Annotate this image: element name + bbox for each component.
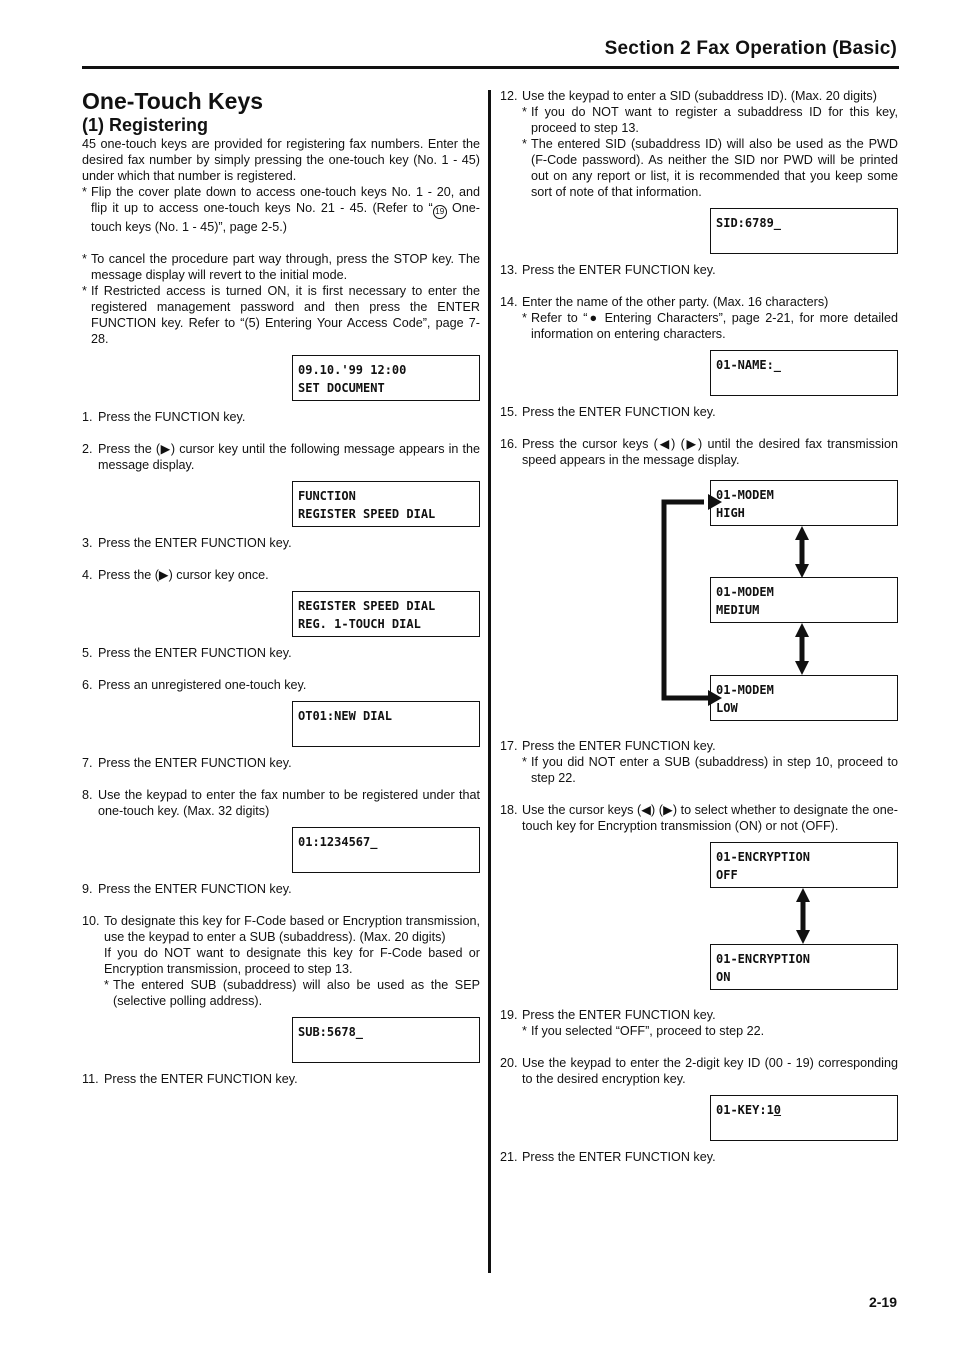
note-cancel: * To cancel the procedure part way through, press the STOP key. The message display will revert to the initial mode. [82, 252, 480, 282]
step-3: 3. Press the ENTER FUNCTION key. [82, 536, 292, 550]
note-restricted-access: * If Restricted access is turned ON, it is first necessary to enter the registered management password and then press the ENTER FUNCTION key. Refer to “(5) Entering Your Access Code”, page 7-28. [82, 284, 480, 346]
step-14-note: * Refer to “● Entering Characters”, page 2-21, for more detailed information on entering characters. [522, 311, 898, 341]
step-12: 12. Use the keypad to enter a SID (subaddress ID). (Max. 20 digits) [500, 89, 877, 103]
step-4: 4. Press the (▶) cursor key once. [82, 568, 269, 582]
step-6: 6. Press an unregistered one-touch key. [82, 678, 307, 692]
step-21: 21. Press the ENTER FUNCTION key. [500, 1150, 716, 1164]
step-12-note-1: * If you do NOT want to register a subaddress ID for this key, proceed to step 13. [522, 105, 898, 135]
note-cover-plate: * Flip the cover plate down to access one-touch keys No. 1 - 20, and flip it up to access one-touch keys No. 21 - 45. (Refer to “ 19 One-touch keys (No. 1 - 45)”, page 2-5.) [82, 185, 481, 234]
lcd-display-sub: SUB:5678_ [292, 1017, 480, 1063]
step-1: 1. Press the FUNCTION key. [82, 410, 246, 424]
step-10: 10. To designate this key for F-Code based or Encryption transmission, use the keypad to enter a SUB (subaddress). (Max. 20 digits) [82, 914, 480, 944]
lcd-display-new-dial: OT01:NEW DIAL [292, 701, 480, 747]
lcd-display-modem-high: 01-MODEM HIGH [710, 480, 898, 526]
lcd-display-fax-number: 01:1234567_ [292, 827, 480, 873]
lcd-display-encryption-on: 01-ENCRYPTION ON [710, 944, 898, 990]
left-column [82, 88, 480, 1087]
step-10-note: * The entered SUB (subaddress) will also be used as the SEP (selective polling address). [104, 978, 480, 1008]
step-11: 11. Press the ENTER FUNCTION key. [82, 1072, 298, 1086]
step-18: 18. Use the cursor keys (◀) (▶) to select whether to designate the one-touch key for Encryption transmission (ON) or not (OFF). [500, 803, 898, 833]
lcd-display-modem-medium: 01-MODEM MEDIUM [710, 577, 898, 623]
intro-paragraph: 45 one-touch keys are provided for registering fax numbers. Enter the desired fax number by simply pressing the one-touch key (No. 1 - 45) under which that number is registered. [82, 137, 480, 183]
lcd-display-sid: SID:6789_ [710, 208, 898, 254]
lcd-display-function: FUNCTION REGISTER SPEED DIAL [292, 481, 480, 527]
lcd-display-key-id: 01-KEY:10 [710, 1095, 898, 1141]
step-10-detail: If you do NOT want to designate this key for F-Code based or Encryption transmission, proceed to step 13. [104, 946, 480, 976]
cycle-arrows-icon [638, 480, 898, 722]
column-divider [488, 90, 491, 1273]
page-number: 2-19 [868, 1294, 897, 1310]
step-7: 7. Press the ENTER FUNCTION key. [82, 756, 292, 770]
step-16: 16. Press the cursor keys (◀) (▶) until the desired fax transmission speed appears in the message display. [500, 437, 898, 467]
step-2: 2. Press the (▶) cursor key until the following message appears in the message display. [82, 442, 480, 472]
modem-speed-cycle [500, 480, 898, 722]
right-column [500, 88, 898, 1165]
lcd-display-initial: 09.10.'99 12:00 SET DOCUMENT [292, 355, 480, 401]
subsection-title: (1) Registering [82, 115, 209, 135]
step-13: 13. Press the ENTER FUNCTION key. [500, 263, 716, 277]
reference-number-icon: 19 [433, 205, 447, 219]
step-9: 9. Press the ENTER FUNCTION key. [82, 882, 292, 896]
step-5: 5. Press the ENTER FUNCTION key. [82, 646, 292, 660]
page-title: One-Touch Keys [82, 88, 264, 114]
step-19: 19. Press the ENTER FUNCTION key. [500, 1008, 716, 1022]
step-14: 14. Enter the name of the other party. (Max. 16 characters) [500, 295, 829, 309]
lcd-display-encryption-off: 01-ENCRYPTION OFF [710, 842, 898, 888]
toggle-arrows-icon [788, 888, 818, 948]
step-17: 17. Press the ENTER FUNCTION key. [500, 739, 716, 753]
section-title: Section 2 Fax Operation (Basic) [604, 38, 897, 59]
lcd-display-name: 01-NAME:_ [710, 350, 898, 396]
encryption-toggle [500, 842, 898, 991]
header-rule [82, 66, 899, 69]
lcd-display-modem-low: 01-MODEM LOW [710, 675, 898, 721]
step-12-note-2: * The entered SID (subaddress ID) will also be used as the PWD (F-Code password). As neither the SID nor PWD will be printed out on any report or list, it is recommended that you keep some sort of note of that information. [522, 137, 898, 199]
step-8: 8. Use the keypad to enter the fax number to be registered under that one-touch key. (Max. 32 digits) [82, 788, 480, 818]
step-17-note: * If you did NOT enter a SUB (subaddress) in step 10, proceed to step 22. [522, 755, 898, 785]
step-19-note: * If you selected “OFF”, proceed to step 22. [522, 1024, 765, 1038]
lcd-display-register-speed-dial: REGISTER SPEED DIAL REG. 1-TOUCH DIAL [292, 591, 480, 637]
step-15: 15. Press the ENTER FUNCTION key. [500, 405, 716, 419]
step-20: 20. Use the keypad to enter the 2-digit key ID (00 - 19) corresponding to the desired encryption key. [500, 1056, 898, 1086]
